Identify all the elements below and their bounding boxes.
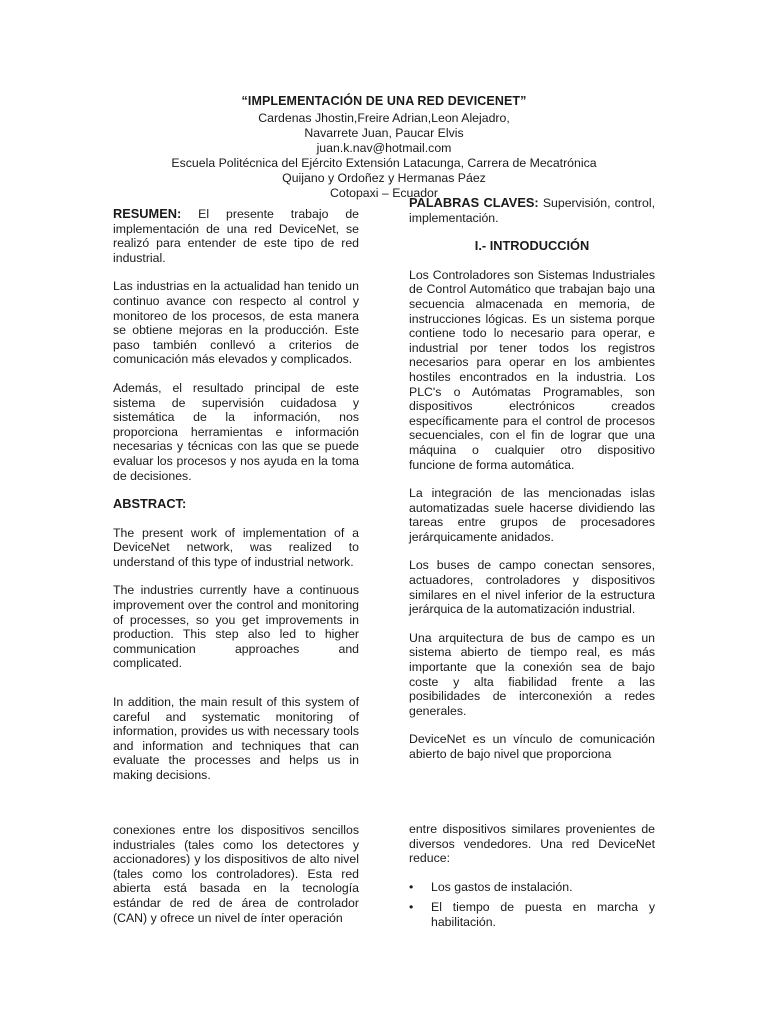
abstract-paragraph-1: The present work of implementation of a DeviceNet network, was realized to understand of this type of industrial network. <box>113 525 359 569</box>
keywords-paragraph <box>409 196 655 225</box>
affiliation: Escuela Politécnica del Ejército Extensión Latacunga, Carrera de Mecatrónica <box>171 156 597 170</box>
author-email: juan.k.nav@hotmail.com <box>316 141 452 155</box>
address-line-2: Cotopaxi – Ecuador <box>329 186 438 200</box>
authors-line-1: Cardenas Jhostin,Freire Adrian,Leon Alejadro, <box>258 111 510 125</box>
authors-line-2: Navarrete Juan, Paucar Elvis <box>304 126 464 140</box>
intro-paragraph-2: La integración de las mencionadas islas automatizadas suele hacerse dividiendo las tareas entre grupos de procesadores jerárquicamente anidados. <box>409 486 655 544</box>
address-line-1: Quijano y Ordoñez y Hermanas Páez <box>282 171 486 185</box>
continuation-paragraph-right: entre dispositivos similares provenientes de diversos vendedores. Una red DeviceNet reduce: <box>409 822 655 866</box>
benefits-list <box>409 880 655 930</box>
resumen-label: RESUMEN: <box>113 206 182 221</box>
left-column <box>113 207 359 797</box>
abstract-paragraph-2: The industries currently have a continuous improvement over the control and monitoring of processes, so you get improvements in production. This step also led to higher communication approaches and complicated. <box>113 583 359 671</box>
resumen-paragraph <box>113 207 359 265</box>
intro-paragraph-5: DeviceNet es un vínculo de comunicación abierto de bajo nivel que proporciona <box>409 732 655 761</box>
bullet-icon: • <box>409 900 414 915</box>
intro-paragraph-1: Los Controladores son Sistemas Industriales de Control Automático que trabajan bajo una secuencia almacenada en memoria, de instrucciones lógicas. Es un sistema porque contiene todo lo necesario para operar, e industrial por tener todos los registros necesarios para operar en los ambientes hostiles encontrados en la industria. Los PLC's o Autómatas Programables, son dispositivos electrónicos creados específicamente para el control de procesos secuenciales, con el fin de lograr que una máquina o cualquier otro dispositivo funcione de forma automática. <box>409 267 655 472</box>
intro-paragraph-3: Los buses de campo conectan sensores, actuadores, controladores y dispositivos similares en el nivel inferior de la estructura jerárquica de la automatización industrial. <box>409 558 655 617</box>
list-item <box>409 900 655 929</box>
paper-title: “IMPLEMENTACIÓN DE UNA RED DEVICENET” <box>241 94 527 108</box>
continuation-paragraph-left: conexiones entre los dispositivos sencillos industriales (tales como los detectores y accionadores) y los dispositivos de alto nivel (tales como los controladores). Esta red abierta está basada en la tecnología estándar de red de área de controlador (CAN) y ofrece un nivel de ínter operación <box>113 823 359 925</box>
list-item <box>409 880 655 895</box>
abstract-paragraph-3: In addition, the main result of this system of careful and systematic monitoring of information, provides us with necessary tools and information and techniques that can evaluate the processes and helps us in making decisions. <box>113 695 359 782</box>
right-bottom-column <box>409 822 655 936</box>
left-bottom-column <box>113 823 359 939</box>
list-item-text: El tiempo de puesta en marcha y habilitación. <box>431 900 655 929</box>
resumen-text: El presente trabajo de implementación de una red DeviceNet, se realizó para entender de este tipo de red industrial. <box>113 207 359 265</box>
keywords-text: Supervisión, control, implementación. <box>409 196 655 225</box>
paper-header <box>0 94 768 201</box>
resumen-paragraph-3: Además, el resultado principal de este sistema de supervisión cuidadosa y sistemática de la información, nos proporciona herramientas e información necesarias y técnicas con las que se puede evaluar los procesos y nos ayuda en la toma de decisiones. <box>113 380 359 483</box>
bullet-icon: • <box>409 879 414 894</box>
list-item-text: Los gastos de instalación. <box>431 879 573 894</box>
intro-paragraph-4: Una arquitectura de bus de campo es un sistema abierto de tiempo real, es más importante que la conexión sea de bajo coste y alta fiabilidad frente a las posibilidades de interconexión a redes generales. <box>409 630 655 718</box>
resumen-paragraph-2: Las industrias en la actualidad han tenido un continuo avance con respecto al control y monitoreo de los procesos, de esta manera se obtiene mejoras en la producción. Este paso también conllevó a criterios de comunicación más elevados y complicados. <box>113 279 359 367</box>
right-column <box>409 196 655 776</box>
introduction-heading: I.- INTRODUCCIÓN <box>474 238 590 254</box>
abstract-heading: ABSTRACT: <box>113 496 187 512</box>
keywords-label: PALABRAS CLAVES: <box>409 195 539 210</box>
